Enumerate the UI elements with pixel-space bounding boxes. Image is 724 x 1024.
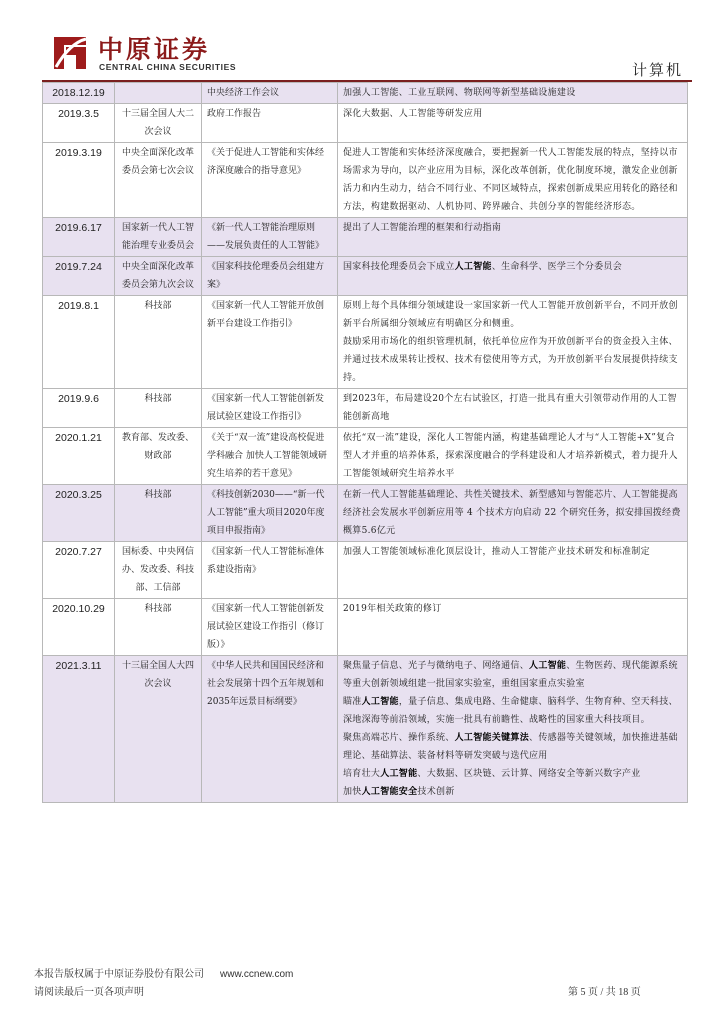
row-issuer: 教育部、发改委、财政部 bbox=[115, 428, 202, 485]
copyright-text: 本报告版权属于中原证券股份有限公司 bbox=[34, 969, 204, 980]
logo-text-en: CENTRAL CHINA SECURITIES bbox=[99, 62, 237, 72]
row-content: 国家科技伦理委员会下成立人工智能、生命科学、医学三个分委员会 bbox=[338, 257, 688, 296]
row-document: 《国家新一代人工智能创新发展试验区建设工作指引》 bbox=[202, 389, 338, 428]
row-content: 加强人工智能领域标准化顶层设计，推动人工智能产业技术研发和标准制定 bbox=[338, 542, 688, 599]
row-content: 原则上每个具体细分领域建设一家国家新一代人工智能开放创新平台，不同开放创新平台所属细分领域应有明确区分和侧重。 鼓励采用市场化的组织管理机制，依托单位应作为开放创新平台的资金投入主体、并通过技术成果转让授权、技术有偿使用等方式，为开放创新平台发展提供持续支持。 bbox=[338, 296, 688, 389]
row-date: 2021.3.11 bbox=[43, 656, 115, 803]
table-row bbox=[43, 485, 688, 542]
row-content: 促进人工智能和实体经济深度融合，要把握新一代人工智能发展的特点，坚持以市场需求为导向，以产业应用为目标，深化改革创新，优化制度环境，激发企业创新活力和内生动力，结合不同行业、不同区域特点，探索创新成果应用转化的路径和方法，构建数据驱动、人机协同、跨界融合、共创分享的智能经济形态。 bbox=[338, 143, 688, 218]
row-document: 《科技创新2030——“新一代人工智能”重大项目2020年度项目申报指南》 bbox=[202, 485, 338, 542]
row-issuer: 科技部 bbox=[115, 485, 202, 542]
row-date: 2018.12.19 bbox=[43, 83, 115, 104]
row-content: 加强人工智能、工业互联网、物联网等新型基础设施建设 bbox=[338, 83, 688, 104]
row-content: 聚焦量子信息、光子与微纳电子、网络通信、人工智能、生物医药、现代能源系统等重大创新领域组建一批国家实验室，重组国家重点实验室 瞄准人工智能，量子信息、集成电路、生命健康、脑科学、生物育种、空天科技、深地深海等前沿领域，实施一批具有前瞻性、战略性的国家重大科技项目。 聚焦高端芯片、操作系统、人工智能关键算法、传感器等关键领域，加快推进基础理论、基础算法、装备材料等研发突破与迭代应用 培育壮大人工智能、大数据、区块链、云计算、网络安全等新兴数字产业 加快人工智能安全技术创新 bbox=[338, 656, 688, 803]
row-date: 2019.3.5 bbox=[43, 104, 115, 143]
row-document: 《中华人民共和国国民经济和社会发展第十四个五年规划和2035年远景目标纲要》 bbox=[202, 656, 338, 803]
row-document: 政府工作报告 bbox=[202, 104, 338, 143]
table-row bbox=[43, 257, 688, 296]
page-number: 第 5 页 / 共 18 页 bbox=[568, 987, 641, 998]
row-issuer: 中央全面深化改革委员会第七次会议 bbox=[115, 143, 202, 218]
row-content: 提出了人工智能治理的框架和行动指南 bbox=[338, 218, 688, 257]
row-date: 2019.8.1 bbox=[43, 296, 115, 389]
row-issuer: 科技部 bbox=[115, 296, 202, 389]
logo-text-cn: 中原证券 bbox=[98, 35, 211, 64]
table-row bbox=[43, 104, 688, 143]
row-content: 到2023年，布局建设20个左右试验区，打造一批具有重大引领带动作用的人工智能创新高地 bbox=[338, 389, 688, 428]
row-date: 2019.3.19 bbox=[43, 143, 115, 218]
row-date: 2020.3.25 bbox=[43, 485, 115, 542]
row-issuer: 十三届全国人大四次会议 bbox=[115, 656, 202, 803]
page-footer bbox=[34, 966, 684, 1002]
row-content: 在新一代人工智能基础理论、共性关键技术、新型感知与智能芯片、人工智能提高经济社会发展水平创新应用等 4 个技术方向启动 22 个研究任务，拟安排国拨经费概算5.6亿元 bbox=[338, 485, 688, 542]
row-document: 《国家新一代人工智能开放创新平台建设工作指引》 bbox=[202, 296, 338, 389]
table-row bbox=[43, 218, 688, 257]
row-document: 《关于促进人工智能和实体经济深度融合的指导意见》 bbox=[202, 143, 338, 218]
table-row bbox=[43, 296, 688, 389]
policy-table bbox=[42, 82, 688, 803]
row-content: 深化大数据、人工智能等研发应用 bbox=[338, 104, 688, 143]
table-row bbox=[43, 143, 688, 218]
row-date: 2020.7.27 bbox=[43, 542, 115, 599]
row-issuer: 国家新一代人工智能治理专业委员会 bbox=[115, 218, 202, 257]
row-content: 依托“双一流”建设，深化人工智能内涵，构建基础理论人才与“人工智能+X”复合型人才并重的培养体系，探索深度融合的学科建设和人才培养新模式，着力提升人工智能领域研究生培养水平 bbox=[338, 428, 688, 485]
row-issuer: 十三届全国人大二次会议 bbox=[115, 104, 202, 143]
table-row bbox=[43, 599, 688, 656]
row-date: 2019.9.6 bbox=[43, 389, 115, 428]
table-row bbox=[43, 389, 688, 428]
page-header bbox=[0, 0, 724, 80]
row-issuer: 科技部 bbox=[115, 389, 202, 428]
row-document: 《国家科技伦理委员会组建方案》 bbox=[202, 257, 338, 296]
disclaimer-text: 请阅读最后一页各项声明 bbox=[34, 987, 144, 998]
row-issuer: 国标委、中央网信办、发改委、科技部、工信部 bbox=[115, 542, 202, 599]
row-document: 《国家新一代人工智能创新发展试验区建设工作指引（修订版）》 bbox=[202, 599, 338, 656]
row-document: 《国家新一代人工智能标准体系建设指南》 bbox=[202, 542, 338, 599]
row-date: 2019.7.24 bbox=[43, 257, 115, 296]
website-link[interactable]: www.ccnew.com bbox=[220, 969, 294, 980]
row-issuer: 科技部 bbox=[115, 599, 202, 656]
row-issuer bbox=[115, 83, 202, 104]
row-issuer: 中央全面深化改革委员会第九次会议 bbox=[115, 257, 202, 296]
table-row bbox=[43, 656, 688, 803]
row-document: 《关于“双一流”建设高校促进学科融合 加快人工智能领域研究生培养的若干意见》 bbox=[202, 428, 338, 485]
row-date: 2020.10.29 bbox=[43, 599, 115, 656]
section-title: 计算机 bbox=[632, 61, 684, 79]
row-document: 中央经济工作会议 bbox=[202, 83, 338, 104]
row-date: 2019.6.17 bbox=[43, 218, 115, 257]
row-content: 2019年相关政策的修订 bbox=[338, 599, 688, 656]
row-document: 《新一代人工智能治理原则——发展负责任的人工智能》 bbox=[202, 218, 338, 257]
table-row bbox=[43, 542, 688, 599]
table-row bbox=[43, 428, 688, 485]
row-date: 2020.1.21 bbox=[43, 428, 115, 485]
company-logo-icon bbox=[50, 33, 90, 73]
table-row bbox=[43, 83, 688, 104]
